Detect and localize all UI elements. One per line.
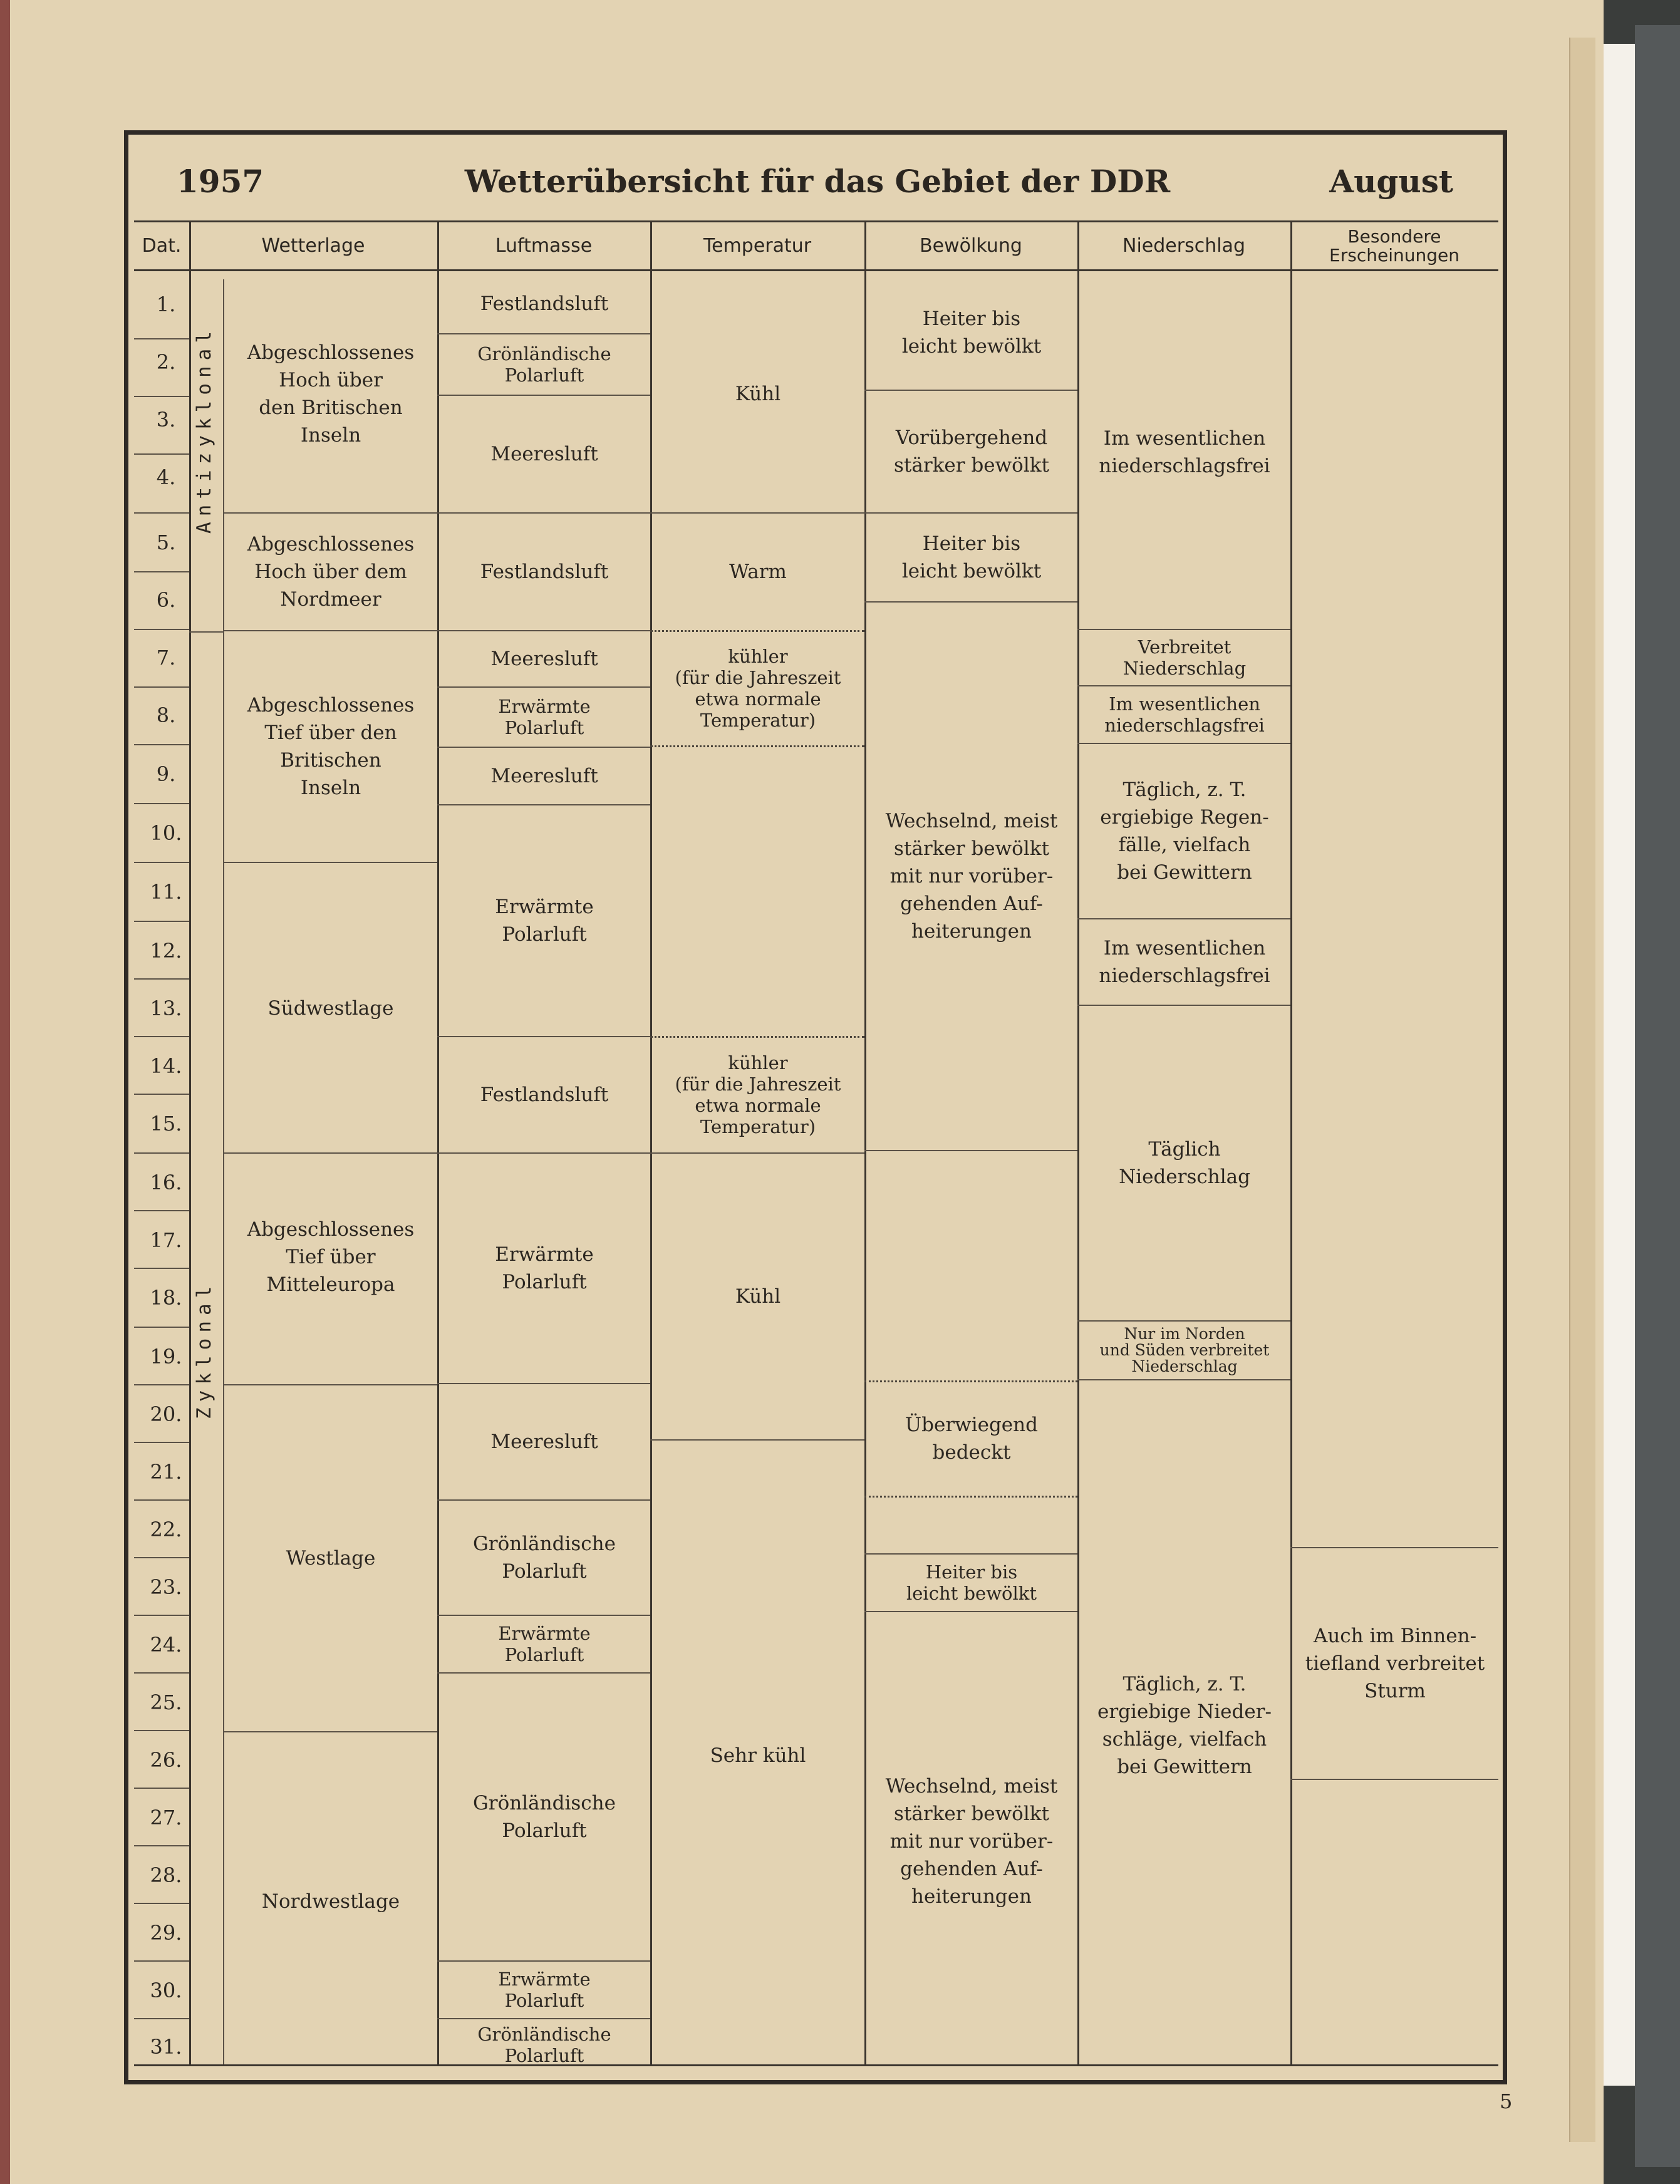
wetterlage-cell: Südwestlage (267, 997, 394, 1020)
day-label: 21. (150, 1460, 182, 1484)
header-temperatur: Temperatur (703, 235, 812, 257)
day-label: 19. (150, 1345, 182, 1369)
luftmasse-cell: Grönländische Polarluft (477, 2024, 611, 2066)
title-month: August (1329, 163, 1453, 200)
col-rule (1290, 220, 1292, 2064)
day-label: 16. (150, 1171, 182, 1194)
temperatur-cell: kühler (für die Jahreszeit etwa normale Temperatur) (675, 646, 841, 731)
luftmasse-cell: Erwärmte Polarluft (498, 696, 591, 738)
temperatur-cell: Kühl (735, 383, 781, 405)
luftmasse-cell: Meeresluft (490, 1431, 598, 1453)
day-label: 4. (156, 465, 176, 489)
header-besondere: Besondere Erscheinungen (1329, 226, 1460, 266)
day-label: 28. (150, 1863, 182, 1887)
luftmasse-cell: Festlandsluft (480, 1084, 609, 1106)
niederschlag-cell: Im wesentlichen niederschlagsfrei (1104, 693, 1265, 736)
day-label: 20. (150, 1402, 182, 1426)
bewoelkung-cell: Wechselnd, meist stärker bewölkt mit nur vorüber- gehenden Auf- heiterungen (885, 1775, 1058, 1908)
day-label: 29. (150, 1921, 182, 1945)
wetterlage-cell: Abgeschlossenes Hoch über dem Nordmeer (247, 533, 415, 611)
day-label: 8. (156, 703, 176, 727)
niederschlag-cell: Täglich, z. T. ergiebige Nieder- schläge, vielfach bei Gewittern (1097, 1673, 1272, 1778)
luftmasse-cell: Erwärmte Polarluft (498, 1969, 591, 2011)
day-label: 24. (150, 1633, 182, 1657)
header-wetterlage: Wetterlage (261, 235, 365, 257)
book-spine (0, 0, 10, 2184)
day-label: 13. (150, 996, 182, 1020)
header-niederschlag: Niederschlag (1123, 235, 1245, 257)
header-bottom-rule (134, 269, 1498, 271)
day-label: 10. (150, 821, 182, 845)
temperatur-cell: Kühl (735, 1285, 781, 1308)
day-label: 2. (156, 350, 176, 374)
bewoelkung-cell: Überwiegend bedeckt (905, 1414, 1038, 1464)
header-date: Dat. (142, 235, 182, 257)
wetterlage-cell: Westlage (286, 1547, 376, 1570)
wetterlage-cell: Abgeschlossenes Tief über den Britischen Inseln (247, 694, 415, 799)
day-label: 27. (150, 1806, 182, 1829)
day-label: 15. (150, 1112, 182, 1136)
niederschlag-cell: Im wesentlichen niederschlagsfrei (1099, 937, 1270, 987)
day-label: 22. (150, 1518, 182, 1541)
bewoelkung-cell: Heiter bis leicht bewölkt (901, 308, 1042, 358)
luftmasse-cell: Meeresluft (490, 765, 598, 787)
luftmasse-cell: Grönländische Polarluft (473, 1792, 616, 1842)
besondere-cell: Auch im Binnen- tiefland verbreitet Sturm (1305, 1625, 1485, 1702)
luftmasse-cell: Erwärmte Polarluft (495, 896, 594, 946)
luftmasse-cell: Erwärmte Polarluft (495, 1243, 594, 1293)
header-luftmasse: Luftmasse (495, 235, 593, 257)
page-edges (1569, 38, 1595, 2142)
day-label: 14. (150, 1054, 182, 1078)
day-label: 5. (156, 530, 176, 554)
niederschlag-cell: Täglich, z. T. ergiebige Regen- fälle, vielfach bei Gewittern (1100, 779, 1269, 884)
antizyklonal-label: Antizyklonal (193, 326, 215, 534)
day-label: 6. (156, 588, 176, 612)
luftmasse-cell: Festlandsluft (480, 292, 609, 315)
day-label: 25. (150, 1690, 182, 1714)
day-label: 7. (156, 646, 176, 670)
day-label: 26. (150, 1748, 182, 1772)
page-number: 5 (1500, 2089, 1513, 2113)
luftmasse-cell: Erwärmte Polarluft (498, 1623, 591, 1665)
luftmasse-cell: Meeresluft (490, 443, 598, 465)
niederschlag-cell: Im wesentlichen niederschlagsfrei (1099, 427, 1270, 477)
wetterlage-cell: Nordwestlage (261, 1890, 400, 1913)
luftmasse-cell: Meeresluft (490, 648, 598, 670)
bewoelkung-cell: Heiter bis leicht bewölkt (901, 532, 1042, 582)
title-main: Wetterübersicht für das Gebiet der DDR (464, 163, 1171, 200)
day-label: 18. (150, 1286, 182, 1310)
day-label: 9. (156, 762, 176, 786)
zyklonal-label: Zyklonal (193, 1280, 215, 1419)
page-edges-white (1604, 44, 1635, 2086)
day-label: 3. (156, 408, 176, 432)
table-bottom-rule (134, 2064, 1498, 2066)
day-label: 1. (156, 292, 176, 316)
temperatur-cell: kühler (für die Jahreszeit etwa normale Temperatur) (675, 1052, 841, 1137)
day-label: 31. (150, 2035, 182, 2059)
day-label: 23. (150, 1575, 182, 1599)
niederschlag-cell: Täglich Niederschlag (1119, 1138, 1250, 1188)
header-bewoelkung: Bewölkung (920, 235, 1022, 257)
header-top-rule (134, 220, 1498, 222)
wetterlage-cell: Abgeschlossenes Hoch über den Britischen Inseln (247, 341, 415, 447)
page-title (132, 163, 1503, 213)
day-label: 11. (150, 880, 182, 904)
niederschlag-cell: Nur im Norden und Süden verbreitet Niederschlag (1099, 1325, 1270, 1375)
book-cover (1635, 25, 1680, 2167)
luftmasse-cell: Grönländische Polarluft (477, 343, 611, 386)
niederschlag-cell: Verbreitet Niederschlag (1123, 636, 1247, 679)
bewoelkung-cell: Heiter bis leicht bewölkt (906, 1561, 1037, 1604)
bewoelkung-cell: Vorübergehend stärker bewölkt (893, 427, 1049, 477)
luftmasse-cell: Grönländische Polarluft (473, 1533, 616, 1583)
bewoelkung-cell: Wechselnd, meist stärker bewölkt mit nur vorüber- gehenden Auf- heiterungen (885, 810, 1058, 943)
day-label: 30. (150, 1979, 182, 2002)
temperatur-cell: Warm (729, 561, 787, 583)
day-label: 17. (150, 1228, 182, 1252)
temperatur-cell: Sehr kühl (710, 1744, 806, 1767)
luftmasse-cell: Festlandsluft (480, 561, 609, 583)
wetterlage-cell: Abgeschlossenes Tief über Mitteleuropa (247, 1218, 415, 1296)
title-year: 1957 (177, 163, 264, 200)
day-label: 12. (150, 939, 182, 963)
